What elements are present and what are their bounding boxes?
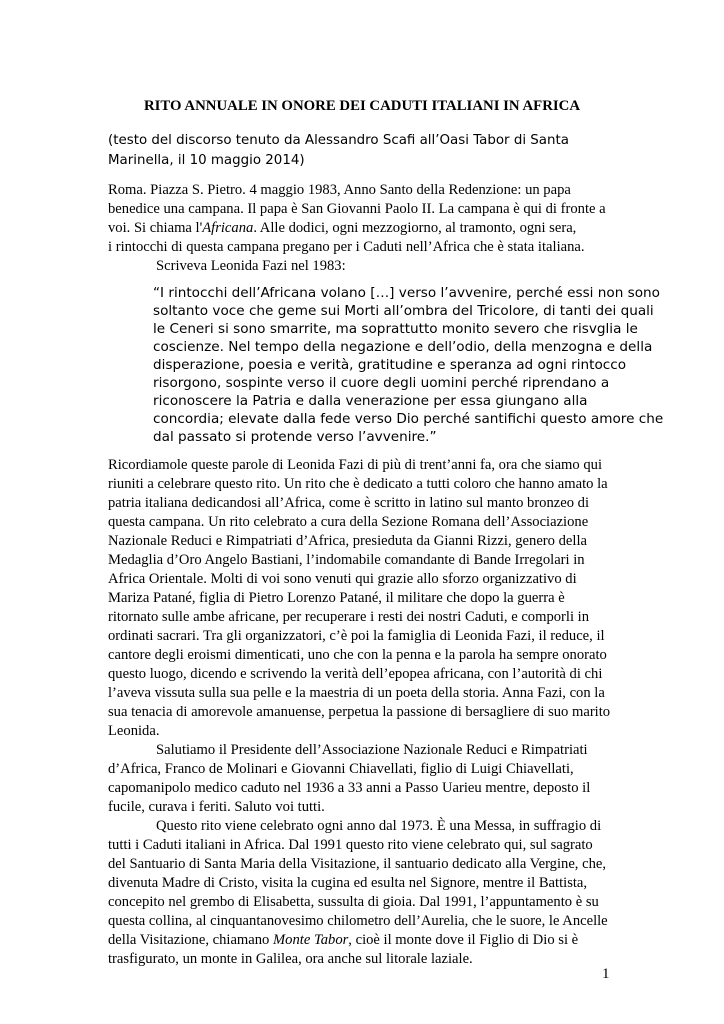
body-text: [108, 456, 616, 969]
text-line: questa campana. Un rito celebrato a cura della Sezione Romana dell’Associazione: [108, 514, 589, 530]
text-line: Salutiamo il Presidente dell’Associazione Nazionale Reduci e Rimpatriati: [156, 742, 588, 758]
text-line: questa collina, al cinquantanovesimo chilometro dell’Aurelia, che le suore, le Ancelle: [108, 913, 608, 929]
text-line: riuniti a celebrare questo rito. Un rito che è dedicato a tutti coloro che hanno amato la: [108, 476, 608, 492]
text-line: del Santuario di Santa Maria della Visitazione, il santuario dedicato alla Vergine, che,: [108, 856, 606, 872]
quote-line: concordia; elevate dalla fede verso Dio perché santifichi questo amore che: [153, 411, 664, 427]
quote-line: riconoscere la Patria e dalla venerazione per essa giungano alla: [153, 393, 588, 409]
quote-line: risorgono, sospinte verso il cuore degli uomini perché riprendano a: [153, 375, 610, 391]
quote-line: “I rintocchi dell’Africana volano […] verso l’avvenire, perché essi non sono: [153, 285, 660, 301]
quote-line: coscienze. Nel tempo della negazione e dell’odio, della menzogna e della: [153, 339, 653, 355]
document-subtitle: (testo del discorso tenuto da Alessandro Scafi all’Oasi Tabor di Santa Marinella, il 10 maggio 2014): [108, 133, 569, 168]
text-line: capomanipolo medico caduto nel 1936 a 33 anni a Passo Uarieu mentre, deposto il: [108, 780, 591, 796]
text-line: trasfigurato, un monte in Galilea, ora anche sul litorale laziale.: [108, 951, 473, 967]
text-segment: . Alle dodici, ogni mezzogiorno, al tramonto, ogni sera,: [253, 220, 577, 236]
quote-line: dal passato si protende verso l’avvenire.”: [153, 429, 437, 445]
text-segment: voi. Si chiama l': [108, 220, 203, 236]
text-line: Medaglia d’Oro Angelo Bastiani, l’indomabile comandante di Bande Irregolari in: [108, 552, 585, 568]
text-line: Africa Orientale. Molti di voi sono venuti qui grazie allo sforzo organizzativo di: [108, 571, 577, 587]
text-line: Roma. Piazza S. Pietro. 4 maggio 1983, Anno Santo della Redenzione: un papa: [108, 182, 571, 198]
page-number: 1: [602, 966, 610, 982]
text-line: benedice una campana. Il papa è San Giovanni Paolo II. La campana è qui di fronte a: [108, 201, 606, 217]
text-line: fucile, curava i feriti. Saluto voi tutti.: [108, 799, 325, 815]
text-line: [108, 219, 620, 238]
text-line: cantore degli eroismi dimenticati, uno che con la penna e la parola ha sempre onorato: [108, 647, 607, 663]
italic-term: Monte Tabor: [273, 932, 349, 948]
text-line: Mariza Patané, figlia di Pietro Lorenzo Patané, il militare che dopo la guerra è: [108, 590, 565, 606]
text-line: sua tenacia di amorevole amanuense, perpetua la passione di bersagliere di suo marito: [108, 704, 611, 720]
text-line: Questo rito viene celebrato ogni anno dal 1973. È una Messa, in suffragio di: [156, 818, 602, 834]
text-line: ritornato sulle ambe africane, per recuperare i resti dei nostri Caduti, e comporli in: [108, 609, 590, 625]
text-line: Scriveva Leonida Fazi nel 1983:: [156, 258, 346, 274]
document-title: RITO ANNUALE IN ONORE DEI CADUTI ITALIANI IN AFRICA: [143, 98, 581, 114]
text-line: questo luogo, dicendo e scrivendo la verità dell’epopea africana, con l’autorità di chi: [108, 666, 603, 682]
text-segment: della Visitazione, chiamano: [108, 932, 274, 948]
italic-term: Africana: [202, 220, 254, 236]
text-line: Ricordiamole queste parole di Leonida Fazi di più di trent’anni fa, ora che siamo qui: [108, 457, 603, 473]
block-quote: [153, 284, 664, 446]
intro-paragraph: [108, 181, 620, 276]
quote-line: le Ceneri si sono smarrite, ma soprattutto monito severo che risvglia le: [153, 321, 638, 337]
quote-line: disperazione, poesia e verità, gratitudine e speranza ad ogni rintocco: [153, 357, 627, 373]
text-line: ordinati sacrari. Tra gli organizzatori, c’è poi la famiglia di Leonida Fazi, il reduce, il: [108, 628, 605, 644]
text-line: l’aveva vissuta sulla sua pelle e la maestria di un poeta della storia. Anna Fazi, con la: [108, 685, 605, 701]
text-line: patria italiana dedicandosi all’Africa, come è scritto in latino sul manto bronzeo di: [108, 495, 590, 511]
text-line: tutti i Caduti italiani in Africa. Dal 1991 questo rito viene celebrato qui, sul sagrato: [108, 837, 593, 853]
text-line: Leonida.: [108, 723, 160, 739]
text-line: [108, 931, 616, 950]
text-line: Nazionale Reduci e Rimpatriati d’Africa, presieduta da Gianni Rizzi, genero della: [108, 533, 587, 549]
text-segment: , cioè il monte dove il Figlio di Dio si è: [348, 932, 579, 948]
text-line: d’Africa, Franco de Molinari e Giovanni Chiavellati, figlio di Luigi Chiavellati,: [108, 761, 574, 777]
text-line: divenuta Madre di Cristo, visita la cugina ed esulta nel Signore, mentre il Battista,: [108, 875, 588, 891]
text-line: i rintocchi di questa campana pregano per i Caduti nell’Africa che è stata italiana.: [108, 239, 585, 255]
text-line: concepito nel grembo di Elisabetta, sussulta di gioia. Dal 1991, l’appuntamento è su: [108, 894, 599, 910]
quote-line: soltanto voce che geme sui Morti all’ombra del Tricolore, di tanti dei quali: [153, 303, 654, 319]
